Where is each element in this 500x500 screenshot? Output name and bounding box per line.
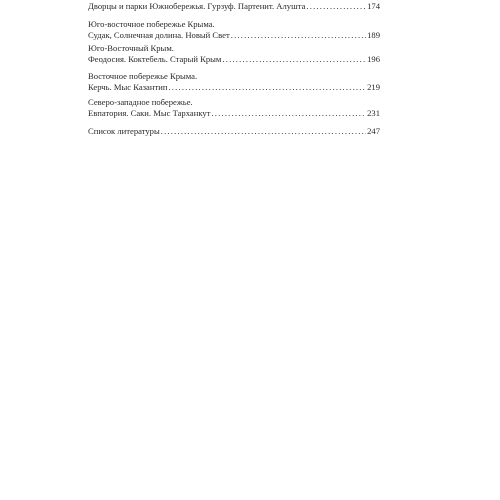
dot-leader (211, 108, 366, 119)
toc-entry-section: Юго-восточное побережье Крыма. (88, 19, 215, 29)
toc-entry-section: Северо-западное побережье. (88, 97, 193, 107)
toc-entry-title: Керчь. Мыс Казантип (88, 82, 168, 92)
dot-leader (161, 126, 366, 137)
toc-entry[interactable] (88, 126, 380, 137)
toc-entry-title: Судак, Солнечная долина. Новый Свет (88, 30, 230, 40)
toc-entry[interactable] (88, 19, 380, 41)
toc-entry-line (88, 1, 380, 12)
toc-entry[interactable] (88, 43, 380, 65)
toc-entry-title: Феодосия. Коктебель. Старый Крым (88, 54, 222, 64)
toc-entry-section: Восточное побережье Крыма. (88, 71, 198, 81)
toc-entry-title: Список литературы (88, 126, 160, 136)
toc-page-number: 247 (367, 126, 380, 136)
toc-page-number: 231 (367, 108, 380, 118)
toc-entry-title: Дворцы и парки Южнобережья. Гурзуф. Партенит. Алушта (88, 1, 306, 11)
toc-entry-line (88, 30, 380, 41)
toc-entry[interactable] (88, 71, 380, 93)
toc-entry-line (88, 82, 380, 93)
toc-entry-section: Юго-Восточный Крым. (88, 43, 174, 53)
toc-page-number: 174 (367, 1, 380, 11)
toc-page-number: 196 (367, 54, 380, 64)
toc-entry-line (88, 97, 380, 108)
toc-entry-line (88, 71, 380, 82)
toc-page-number: 189 (367, 30, 380, 40)
toc-entry-line (88, 19, 380, 30)
dot-leader (306, 1, 366, 12)
dot-leader (168, 82, 366, 93)
toc-entry-line (88, 108, 380, 119)
toc-entry-title: Евпатория. Саки. Мыс Тарханкут (88, 108, 211, 118)
toc-entry[interactable] (88, 1, 380, 12)
toc-page-number: 219 (367, 82, 380, 92)
toc-entry-line (88, 126, 380, 137)
dot-leader (222, 54, 366, 65)
toc-entry-line (88, 54, 380, 65)
toc-entry[interactable] (88, 97, 380, 119)
toc-entry-line (88, 43, 380, 54)
dot-leader (231, 30, 366, 41)
